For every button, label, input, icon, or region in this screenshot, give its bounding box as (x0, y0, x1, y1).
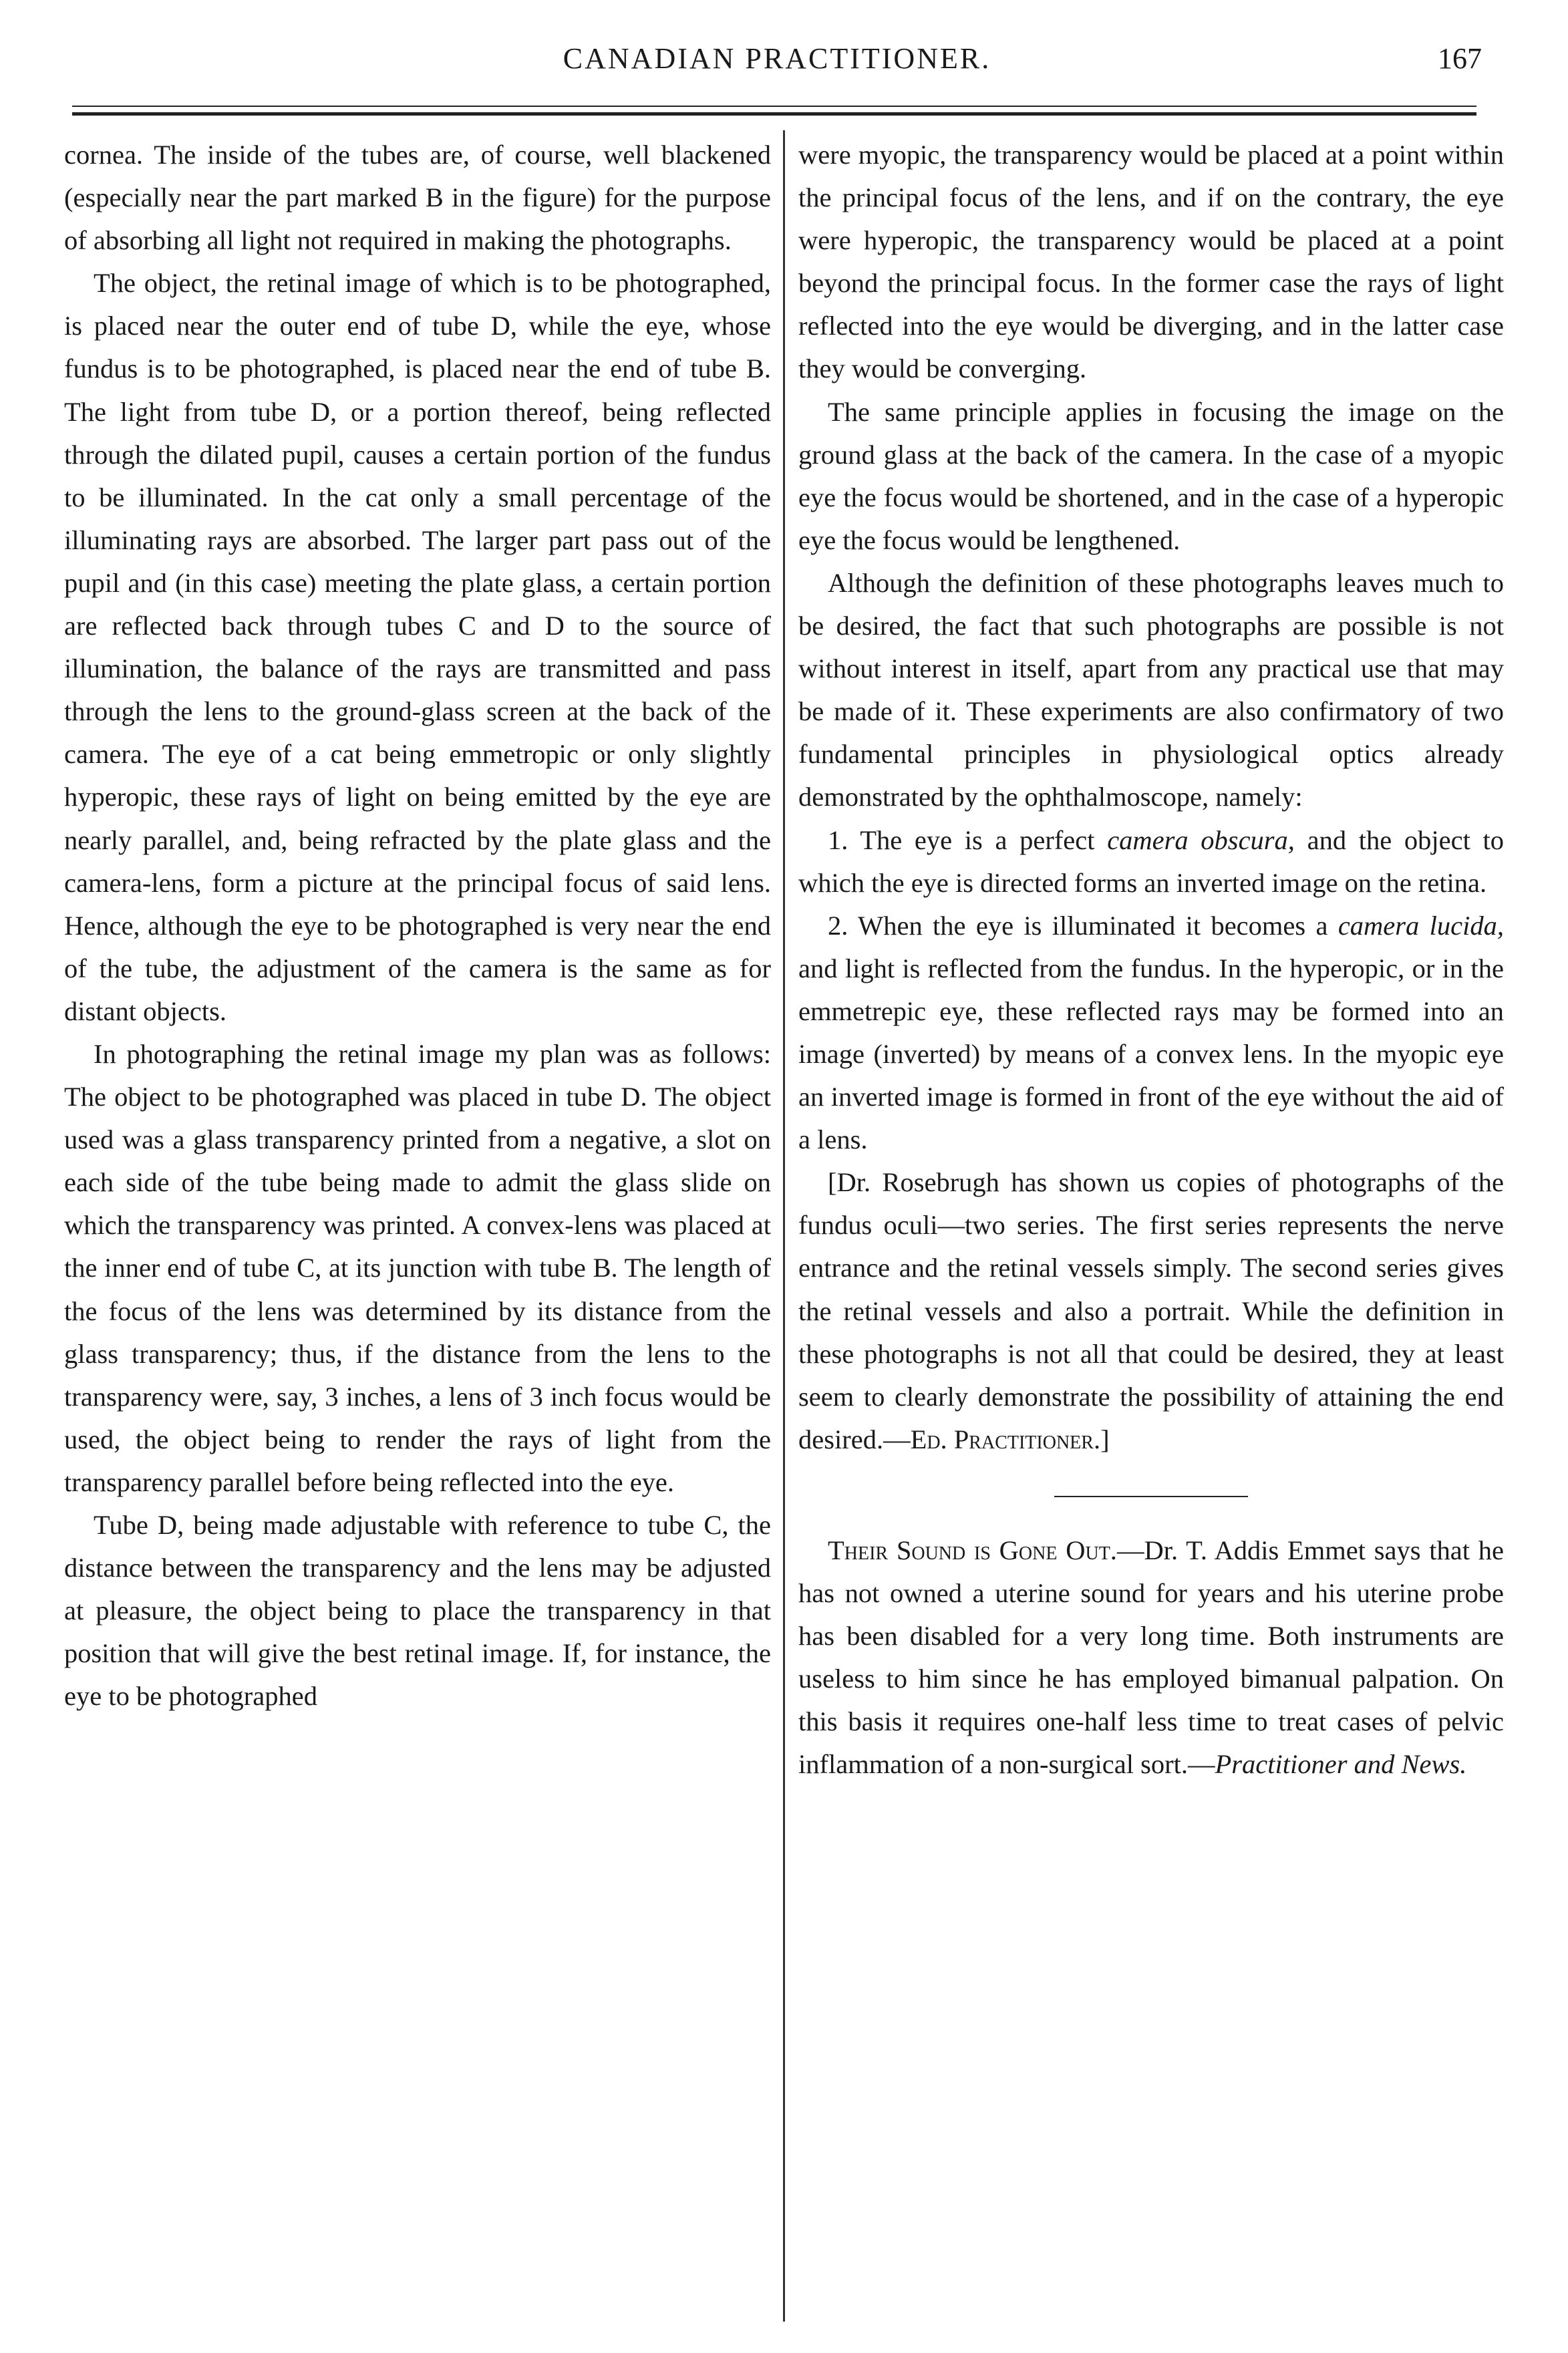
paragraph: The object, the retinal image of which is to be photographed, is placed near the outer end of tube D, while the eye, whose fundus is to be photographed, is placed near the end of tube B. The light from tube D, or a portion thereof, being reflected through the dilated pupil, causes a certain portion of the fundus to be illuminated. In the cat only a small percentage of the illuminating rays are absorbed. The larger part pass out of the pupil and (in this case) meeting the plate glass, a certain portion are reflected back through tubes C and D to the source of illumination, the balance of the rays are transmitted and pass through the lens to the ground-glass screen at the back of the camera. The eye of a cat being emmetropic or only slightly hyperopic, these rays of light on being emitted by the eye are nearly parallel, and, being refracted by the plate glass and the camera-lens, form a picture at the principal focus of said lens. Hence, although the eye to be photographed is very near the end of the tube, the adjustment of the camera is the same as for distant objects. (64, 268, 771, 1026)
text: and the object to which the eye is directed forms an inverted image on the retina. (798, 824, 1505, 898)
article-paragraph (798, 1529, 1504, 1786)
text: [Dr. Rosebrugh has shown us copies of photographs of the fundus oculi—two series. The first series represents the nerve entrance and the retinal vessels simply. The second series gives the retinal vessels and also a portrait. While the definition in these photographs is not all that could be desired, they at least seem to clearly demonstrate the possibility of attaining the end desired.— (798, 1167, 1504, 1454)
paragraph: Tube D, being made adjustable with reference to tube C, the distance between the transparency and the lens may be adjusted at pleasure, the object being to place the transparency in that position that will give the best retinal image. If, for instance, the eye to be photographed (64, 1510, 771, 1712)
italic-term: camera obscura, (1107, 824, 1295, 855)
page-header (59, 41, 1495, 88)
source-citation: Practitioner and News. (1215, 1749, 1467, 1780)
text: and light is reflected from the fundus. In the hyperopic, or in the emmetrepic eye, these reflected rays may be formed into an image (inverted) by means of a convex lens. In the myopic eye an inverted image is formed in front of the eye without the aid of a lens. (798, 953, 1504, 1155)
text: ] (1100, 1424, 1110, 1454)
editor-signature: Ed. Practitioner. (910, 1424, 1101, 1454)
italic-term: camera lucida, (1338, 910, 1504, 941)
editor-note (798, 1161, 1504, 1461)
header-rule-thick (72, 112, 1476, 116)
left-column (64, 134, 771, 1718)
article-heading: Their Sound is Gone Out. (828, 1535, 1117, 1565)
paragraph: The same principle applies in focusing the image on the ground glass at the back of the camera. In the case of a myopic eye the focus would be shortened, and in the case of a hyperopic eye the focus would be lengthened. (798, 396, 1504, 555)
text: 2. When the eye is illuminated it becomes a (828, 910, 1328, 941)
column-divider (783, 130, 785, 2322)
running-title: CANADIAN PRACTITIONER. (563, 42, 991, 75)
paragraph: In photographing the retinal image my plan was as follows: The object to be photographed was placed in tube D. The object used was a glass transparency printed from a negative, a slot on each side of the tube being made to admit the glass slide on which the transparency was printed. A convex-lens was placed at the inner end of tube C, at its junction with tube B. The length of the focus of the lens was determined by its distance from the glass transparency; thus, if the distance from the lens to the transparency were, say, 3 inches, a lens of 3 inch focus would be used, the object being to render the rays of light from the transparency parallel before being reflected into the eye. (64, 1038, 771, 1497)
page-number: 167 (1438, 42, 1482, 75)
right-column (798, 134, 1504, 1786)
paragraph (798, 905, 1504, 1162)
paragraph: Although the definition of these photographs leaves much to be desired, the fact that such photographs are possible is not without interest in itself, apart from any practical use that may be made of it. These experiments are also confirmatory of two fundamental principles in physiological optics already demonstrated by the ophthalmoscope, namely: (798, 567, 1504, 812)
text: —Dr. T. Addis Emmet says that he has not owned a uterine sound for years and his uterine probe has been disabled for a very long time. Both instruments are useless to him since he has employed bimanual palpation. On this basis it requires one-half less time to treat cases of pelvic inflammation of a non-surgical sort.— (798, 1535, 1505, 1780)
paragraph: cornea. The inside of the tubes are, of course, well blackened (especially near the part marked B in the figure) for the purpose of absorbing all light not required in making the photographs. (64, 140, 771, 256)
header-rule-thin (72, 106, 1476, 107)
paragraph: were myopic, the transparency would be placed at a point within the principal focus of the lens, and if on the contrary, the eye were hyperopic, the transparency would be placed at a point beyond the principal focus. In the former case the rays of light reflected into the eye would be diverging, and in the latter case they would be converging. (798, 140, 1504, 384)
text: 1. The eye is a perfect (828, 824, 1095, 855)
paragraph (798, 819, 1504, 905)
section-divider (1054, 1496, 1248, 1497)
